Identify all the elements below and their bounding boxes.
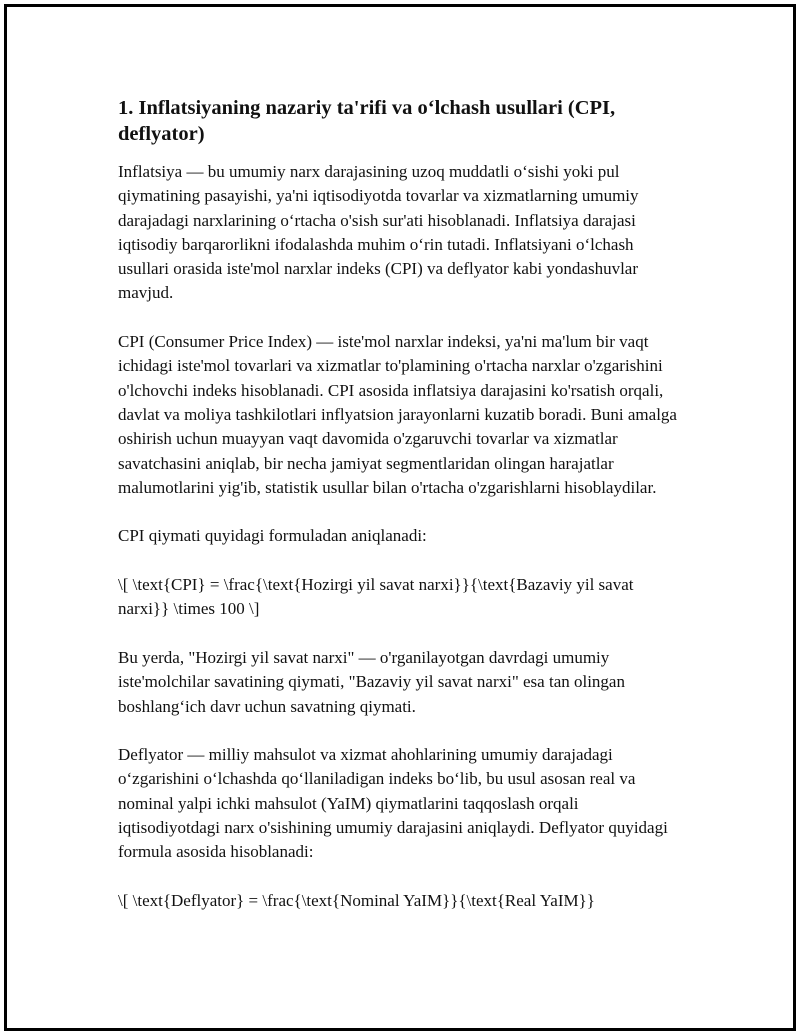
paragraph-deflator-definition: Deflyator — milliy mahsulot va xizmat ahohlarining umumiy darajadagi o‘zgarishini o‘lchashda qo‘llaniladigan indeks bo‘lib, bu usul asosan real va nominal yalpi ichki mahsulot (YaIM) qiymatlarini taqqoslash orqali iqtisodiyotdagi narx o'sishining umumiy darajasini aniqlaydi. Deflyator quyidagi formula asosida hisoblanadi:	[118, 745, 668, 862]
paragraph-cpi-formula-explanation: Bu yerda, "Hozirgi yil savat narxi" — o'rganilayotgan davrdagi umumiy iste'molchilar savatining qiymati, "Bazaviy yil savat narxi" esa tan olingan boshlang‘ich davr uchun savatning qiymati.	[118, 647, 625, 716]
paragraph-cpi-formula-intro: CPI qiymati quyidagi formuladan aniqlanadi:	[118, 526, 427, 546]
paragraph-deflator-formula: \[ \text{Deflyator} = \frac{\text{Nominal YaIM}}{\text{Real YaIM}}	[118, 890, 595, 910]
paragraph-inflation-definition: Inflatsiya — bu umumiy narx darajasining uzoq muddatli o‘sishi yoki pul qiymatining pasayishi, ya'ni iqtisodiyotda tovarlar va xizmatlarning umumiy darajadagi narxlarining o‘rtacha o'sish sur'ati hisoblanadi. Inflatsiya darajasi iqtisodiy barqarorlikni ifodalashda muhim o‘rin tutadi. Inflatsiyani o‘lchash usullari orasida iste'mol narxlar indeks (CPI) va deflyator kabi yondashuvlar mavjud.	[118, 162, 639, 303]
document-body	[118, 95, 684, 938]
paragraph-cpi-definition: CPI (Consumer Price Index) — iste'mol narxlar indeksi, ya'ni ma'lum bir vaqt ichidagi iste'mol tovarlari va xizmatlar to'plamining o'rtacha narxlar o'zgarishini o'lchovchi indeks hisoblanadi. CPI asosida inflatsiya darajasini ko'rsatish orqali, davlat va moliya tashkilotlari inflyatsion jarayonlarni kuzatib boradi. Buni amalga oshirish uchun muayyan vaqt davomida o'zgaruvchi tovarlar va xizmatlar savatchasini aniqlab, bir necha jamiyat segmentlaridan olingan harajatlar malumotlarini yig'ib, statistik usullar bilan o'rtacha o'zgarishlarni hisoblaydilar.	[118, 332, 677, 497]
section-heading: 1. Inflatsiyaning nazariy ta'rifi va o‘lchash usullari (CPI, deflyator)	[118, 97, 616, 145]
paragraph-cpi-formula: \[ \text{CPI} = \frac{\text{Hozirgi yil savat narxi}}{\text{Bazaviy yil savat narxi}} \times 100 \]	[118, 575, 634, 619]
